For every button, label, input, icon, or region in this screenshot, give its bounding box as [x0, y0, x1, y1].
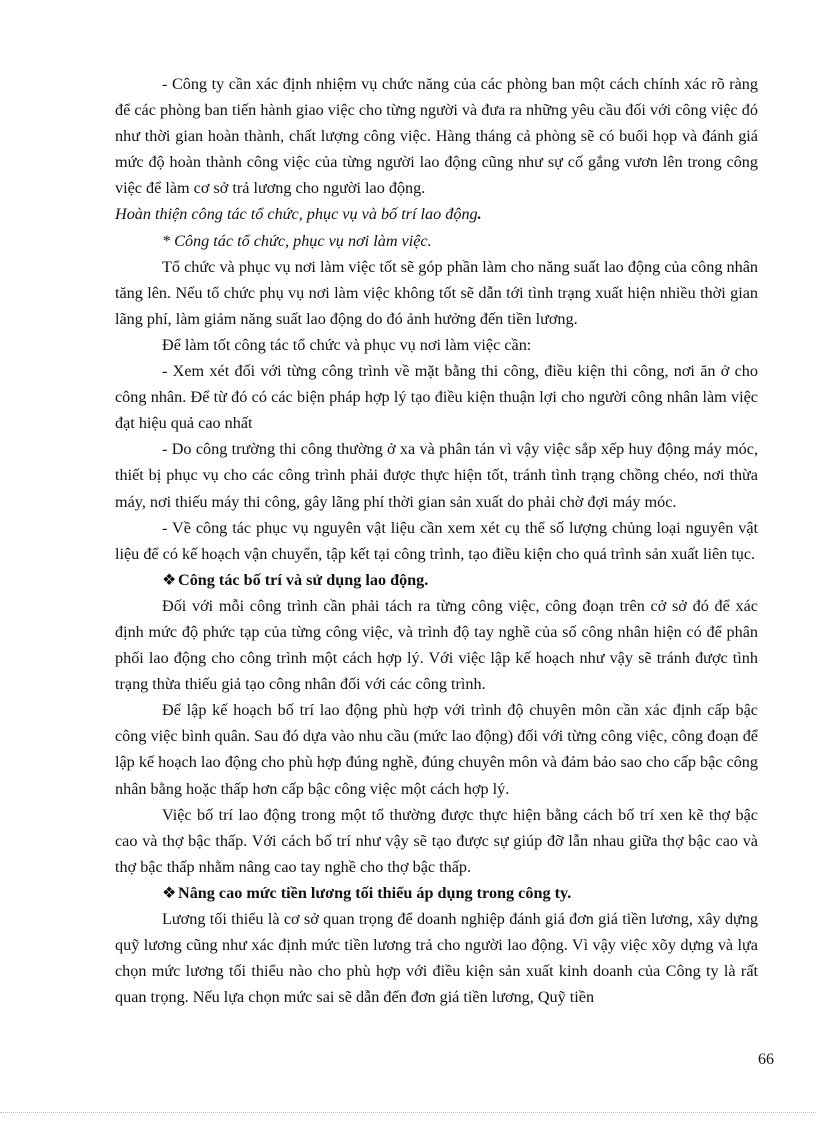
paragraph-6: - Về công tác phục vụ nguyên vật liệu cần xem xét cụ thể số lượng chủng loại nguyên vật liệu để có kế hoạch vận chuyển, tập kết tại công trình, tạo điều kiện cho quá trình sản xuất liên tục.: [115, 518, 758, 563]
paragraph-3: Để làm tốt công tác tổ chức và phục vụ nơi làm việc cần:: [162, 335, 532, 354]
heading-period: .: [477, 205, 482, 224]
heading-minimum-wage: [115, 880, 758, 906]
heading-text: Nâng cao mức tiền lương tối thiểu áp dụng trong công ty.: [178, 883, 572, 902]
paragraph-1: - Công ty cần xác định nhiệm vụ chức năng của các phòng ban một cách chính xác rõ ràng để các phòng ban tiến hành giao việc cho từng người và đưa ra những yêu cầu đối với công việc đó như thời gian hoàn thành, chất lượng công việc. Hàng tháng cả phòng sẽ có buổi họp và đánh giá mức độ hoàn thành công việc của từng người lao động cũng như sự cố gắng vươn lên trong công việc để làm cơ sở trả lương cho người lao động.: [115, 75, 758, 198]
body-text: [115, 71, 758, 1010]
paragraph-10: Lương tối thiểu là cơ sở quan trọng để doanh nghiệp đánh giá đơn giá tiền lương, xây dựng quỹ lương cũng như xác định mức tiền lương trả cho người lao động. Vì vậy việc xõy dựng và lựa chọn mức lương tối thiểu nào cho phù hợp với điều kiện sản xuất kinh doanh của Công ty là rất quan trọng. Nếu lựa chọn mức sai sẽ dẫn đến đơn giá tiền lương, Quỹ tiền: [115, 910, 758, 1007]
page-bottom-divider: [0, 1112, 816, 1113]
heading-text: Hoàn thiện công tác tổ chức, phục vụ và bố trí lao động: [115, 205, 478, 224]
diamond-bullet-icon: ❖: [162, 570, 177, 589]
paragraph-9: Việc bố trí lao động trong một tổ thường được thực hiện bằng cách bố trí xen kẽ thợ bậc cao và thợ bậc thấp. Với cách bố trí như vậy sẽ tạo được sự giúp đỡ lẫn nhau giữa thợ bậc cao và thợ bậc thấp nhằm nâng cao tay nghề cho thợ bậc thấp.: [115, 805, 758, 876]
paragraph-4: - Xem xét đối với từng công trình về mặt bằng thi công, điều kiện thi công, nơi ăn ở cho công nhân. Để từ đó có các biện pháp hợp lý tạo điều kiện thuận lợi cho người công nhân làm việc đạt hiệu quả cao nhất: [115, 362, 758, 433]
paragraph-8: Để lập kế hoạch bố trí lao động phù hợp với trình độ chuyên môn cần xác định cấp bậc công việc bình quân. Sau đó dựa vào nhu cầu (mức lao động) đối với từng công việc, công đoạn để lập kế hoạch lao động cho phù hợp đúng nghề, đúng chuyên môn và đảm bảo sao cho cấp bậc công nhân bằng hoặc thấp hơn cấp bậc công việc một cách hợp lý.: [115, 701, 758, 798]
paragraph-2: Tổ chức và phục vụ nơi làm việc tốt sẽ góp phần làm cho năng suất lao động của công nhân tăng lên. Nếu tổ chức phụ vụ nơi làm việc không tốt sẽ dẫn tới tình trạng xuất hiện nhiều thời gian lãng phí, làm giảm năng suất lao động do đó ảnh hưởng đến tiền lương.: [115, 257, 758, 328]
page-number: 66: [758, 1051, 774, 1068]
paragraph-7: Đối với mỗi công trình cần phải tách ra từng công việc, công đoạn trên cở sở đó để xác định mức độ phức tạp của từng công việc, và trình độ tay nghề của số công nhân hiện có để phân phối lao động cho công trình một cách hợp lý. Với việc lập kế hoạch như vậy sẽ tránh được tình trạng thừa thiếu giả tạo công nhân đối với các công trình.: [115, 596, 758, 694]
section-heading-organization: [115, 201, 758, 227]
diamond-bullet-icon: ❖: [162, 883, 177, 902]
heading-text: Công tác bố trí và sử dụng lao động.: [178, 570, 429, 589]
heading-labor-allocation: [115, 567, 758, 593]
paragraph-5: - Do công trường thi công thường ở xa và phân tán vì vậy việc sắp xếp huy động máy móc, thiết bị phục vụ cho các công trình phải được thực hiện tốt, tránh tình trạng chồng chéo, nơi thừa máy, nơi thiếu máy thi công, gây lãng phí thời gian sản xuất do phải chờ đợi máy móc.: [115, 440, 758, 511]
subheading-workplace: * Công tác tổ chức, phục vụ nơi làm việc.: [162, 231, 432, 250]
